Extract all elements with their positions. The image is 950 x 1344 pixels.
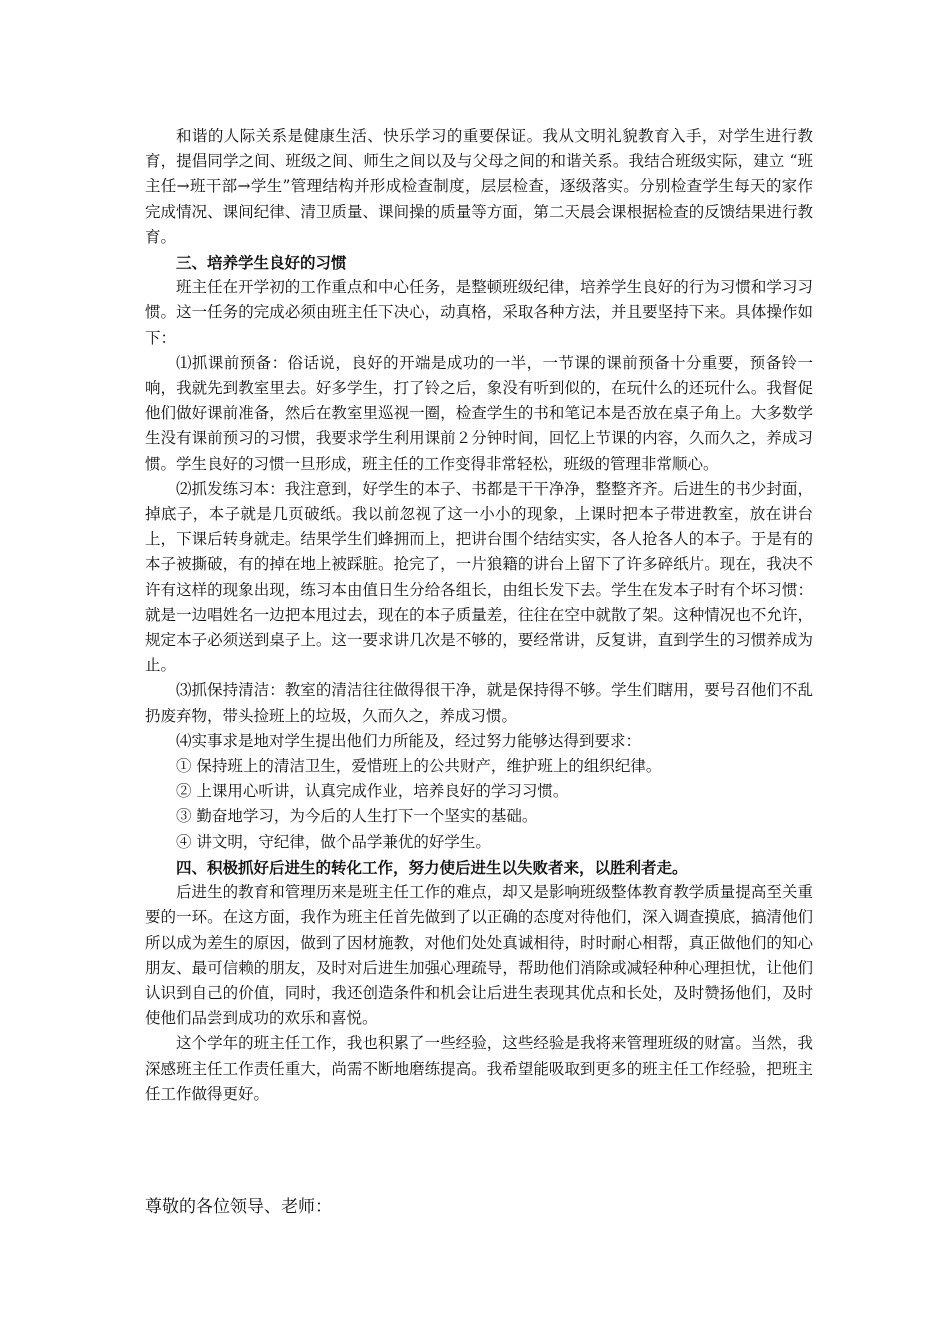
paragraph-exercise-books: ⑵抓发练习本：我注意到，好学生的本子、书都是干干净净，整整齐齐。后进生的书少封面，掉底子，本子就是几页破纸。我以前忽视了这一小小的现象，上课时把本子带进教室，放在讲台上，下课后转身就走。结果学生们蜂拥而上，把讲台围个结结实实，各人抢各人的本子。于是有的本子被撕破，有的掉在地上被踩脏。抢完了，一片狼籍的讲台上留下了许多碎纸片。现在，我决不许有这样的现象出现，练习本由值日生分给各组长，由组长发下去。学生在发本子时有个坏习惯：就是一边唱姓名一边把本甩过去，现在的本子质量差，往往在空中就散了架。这种情况也不允许，规定本子必须送到桌子上。这一要求讲几次是不够的，要经常讲，反复讲，直到学生的习惯养成为止。	[145, 479, 813, 675]
paragraph-pre-class: ⑴抓课前预备：俗话说，良好的开端是成功的一半，一节课的课前预备十分重要，预备铃一响，我就先到教室里去。好多学生，打了铃之后，象没有听到似的，在玩什么的还玩什么。我督促他们做好课前准备，然后在教室里巡视一圈，检查学生的书和笔记本是否放在桌子角上。大多数学生没有课前预习的习惯，我要求学生利用课前２分钟时间，回忆上节课的内容，久而久之，养成习惯。学生良好的习惯一旦形成，班主任的工作变得非常轻松，班级的管理非常顺心。	[145, 353, 813, 473]
section-heading-3: 三、培养学生良好的习惯	[176, 253, 347, 273]
paragraph-struggling-students: 后进生的教育和管理历来是班主任工作的难点，却又是影响班级整体教育教学质量提高至关重要的一环。在这方面，我作为班主任首先做到了以正确的态度对待他们，深入调查摸底，搞清他们所以成为差生的原因，做到了因材施教，对他们处处真诚相待，时时耐心相帮，真正做他们的知心朋友、最可信赖的朋友，及时对后进生加强心理疏导，帮助他们消除或减轻种种心理担忧，让他们认识到自己的价值，同时，我还创造条件和机会让后进生表现其优点和长处，及时赞扬他们，及时使他们品尝到成功的欢乐和喜悦。	[145, 883, 813, 1028]
list-item: ① 保持班上的清洁卫生，爱惜班上的公共财产，维护班上的组织纪律。	[176, 757, 662, 776]
paragraph-harmony: 和谐的人际关系是健康生活、快乐学习的重要保证。我从文明礼貌教育入手，对学生进行教育，提倡同学之间、班级之间、师生之间以及与父母之间的和谐关系。我结合班级实际，建立 “班主任→班干部→学生”管理结构并形成检查制度，层层检查，逐级落实。分别检查学生每天的家作完成情况、课间纪律、清卫质量、课间操的质量等方面，第二天晨会课根据检查的反馈结果进行教育。	[145, 127, 813, 246]
salutation: 尊敬的各位领导、老师：	[145, 1197, 332, 1217]
section-heading-4: 四、积极抓好后进生的转化工作，努力使后进生以失败者来，以胜利者走。	[176, 857, 688, 877]
paragraph-requirements: ⑷实事求是地对学生提出他们力所能及，经过努力能够达得到要求：	[176, 731, 642, 750]
list-item: ③ 勤奋地学习，为今后的人生打下一个坚实的基础。	[176, 807, 538, 826]
document-body	[145, 124, 813, 1107]
paragraph-cleanliness: ⑶抓保持清洁：教室的清洁往往做得很干净，就是保持得不够。学生们瞎用，要号召他们不乱扔废弃物，带头捡班上的垃圾，久而久之，养成习惯。	[145, 681, 813, 725]
paragraph-conclusion: 这个学年的班主任工作，我也积累了一些经验，这些经验是我将来管理班级的财富。当然，我深感班主任工作责任重大，尚需不断地磨练提高。我希望能吸取到更多的班主任工作经验，把班主任工作做得更好。	[145, 1034, 813, 1103]
list-item: ② 上课用心听讲，认真完成作业，培养良好的学习习惯。	[176, 782, 569, 801]
list-item: ④ 讲文明，守纪律，做个品学兼优的好学生。	[176, 832, 491, 851]
paragraph-habits-intro: 班主任在开学初的工作重点和中心任务，是整顿班级纪律，培养学生良好的行为习惯和学习习惯。这一任务的完成必须由班主任下决心，动真格，采取各种方法，并且要坚持下来。具体操作如下：	[145, 278, 813, 347]
